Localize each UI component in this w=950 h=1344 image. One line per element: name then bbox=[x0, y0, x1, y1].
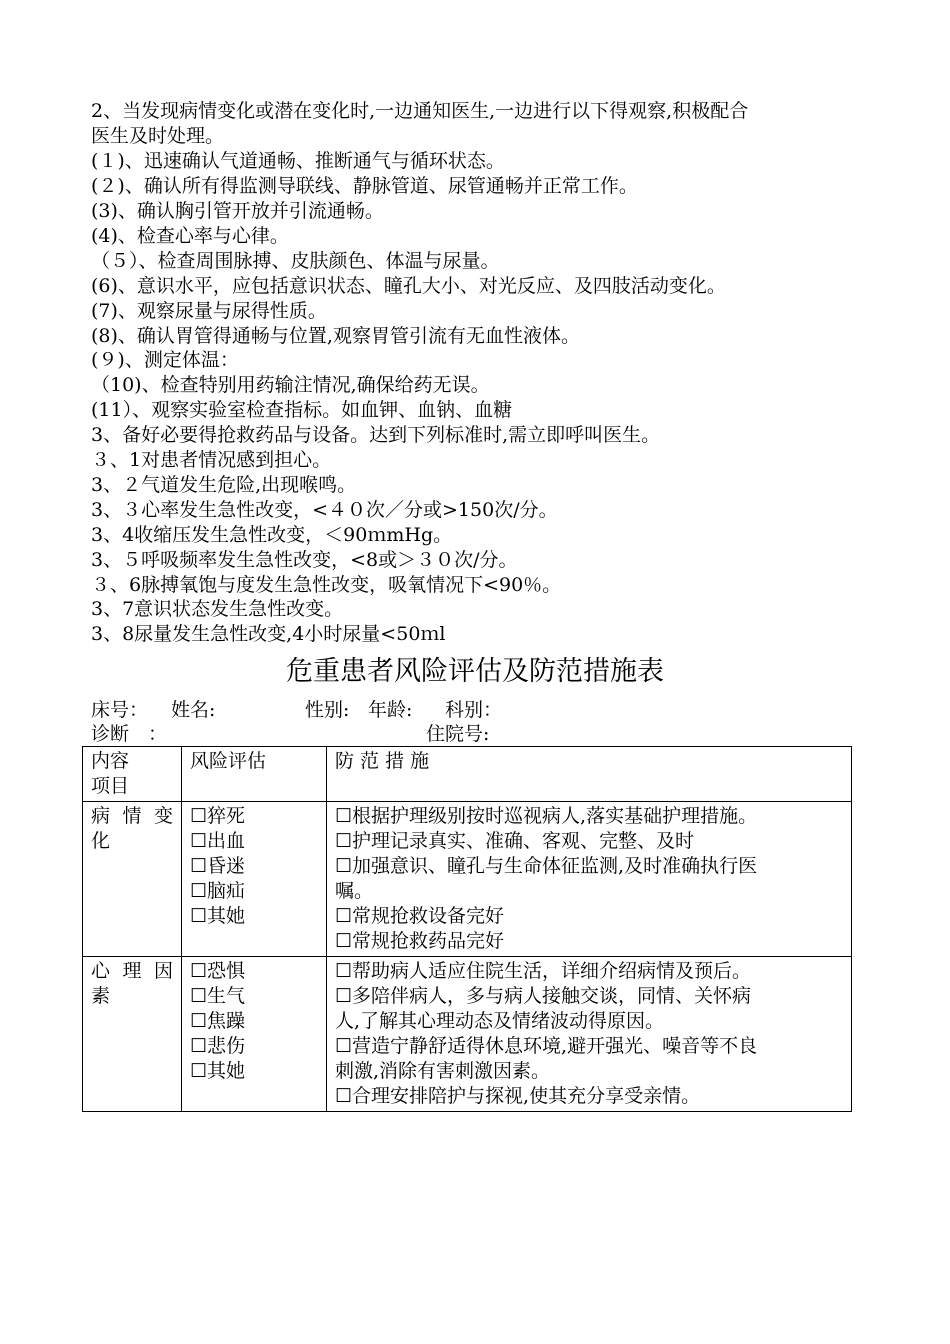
text-line: (２)、确认所有得监测导联线、静脉管道、尿管通畅并正常工作。 bbox=[91, 175, 638, 197]
measures-cell bbox=[327, 957, 852, 1112]
table-header-row bbox=[83, 747, 852, 802]
text-line: (7)、观察尿量与尿得性质。 bbox=[91, 300, 327, 322]
header-risk-assessment bbox=[182, 747, 327, 802]
risk-checkbox[interactable]: ☐其她 bbox=[190, 905, 246, 927]
text-line: 2、当发现病情变化或潜在变化时,一边通知医生,一边进行以下得观察,积极配合 bbox=[91, 100, 749, 122]
risk-checkbox[interactable]: ☐猝死 bbox=[190, 805, 246, 827]
risk-checkbox[interactable]: ☐出血 bbox=[190, 830, 246, 852]
measure-checkbox[interactable]: ☐常规抢救药品完好 bbox=[335, 930, 505, 952]
name-label: 姓名: bbox=[171, 699, 216, 721]
category-label: 病情变 bbox=[91, 805, 173, 827]
text-line: （10)、检查特别用药输注情况,确保给药无误。 bbox=[91, 374, 490, 396]
risk-checkbox[interactable]: ☐悲伤 bbox=[190, 1035, 246, 1057]
category-label: 化 bbox=[91, 830, 111, 852]
risk-checkbox[interactable]: ☐焦躁 bbox=[190, 1010, 246, 1032]
table-row bbox=[83, 802, 852, 957]
text-line: (９)、测定体温： bbox=[91, 349, 239, 371]
category-label: 心理因 bbox=[91, 960, 173, 982]
text-line: 3、7意识状态发生急性改变。 bbox=[91, 598, 344, 620]
risk-checkbox[interactable]: ☐脑疝 bbox=[190, 880, 246, 902]
category-label: 素 bbox=[91, 985, 111, 1007]
text-line: ３、1对患者情况感到担心。 bbox=[91, 449, 332, 471]
text-line: 3、３心率发生急性改变，<４０次／分或>150次/分。 bbox=[91, 499, 558, 521]
measure-text: 人,了解其心理动态及情绪波动得原因。 bbox=[335, 1010, 665, 1032]
text-line: (3)、确认胸引管开放并引流通畅。 bbox=[91, 200, 384, 222]
measure-checkbox[interactable]: ☐常规抢救设备完好 bbox=[335, 905, 505, 927]
header-text: 防 范 措 施 bbox=[335, 750, 430, 772]
form-title: 危重患者风险评估及防范措施表 bbox=[286, 656, 664, 687]
risk-cell bbox=[182, 802, 327, 957]
text-line: 3、8尿量发生急性改变,4小时尿量<50ｍl bbox=[91, 623, 446, 645]
measure-checkbox[interactable]: ☐护理记录真实、准确、客观、完整、及时 bbox=[335, 830, 695, 852]
category-cell bbox=[83, 957, 182, 1112]
text-line: (6)、意识水平，应包括意识状态、瞳孔大小、对光反应、及四肢活动变化。 bbox=[91, 275, 726, 297]
risk-checkbox[interactable]: ☐恐惧 bbox=[190, 960, 246, 982]
table-row bbox=[83, 957, 852, 1112]
measure-checkbox[interactable]: ☐多陪伴病人，多与病人接触交谈，同情、关怀病 bbox=[335, 985, 752, 1007]
measure-checkbox[interactable]: ☐加强意识、瞳孔与生命体征监测,及时准确执行医 bbox=[335, 855, 758, 877]
text-line: (11）、观察实验室检查指标。如血钾、血钠、血糖 bbox=[91, 399, 513, 421]
risk-cell bbox=[182, 957, 327, 1112]
measure-checkbox[interactable]: ☐帮助病人适应住院生活，详细介绍病情及预后。 bbox=[335, 960, 752, 982]
bed-label: 床号： bbox=[91, 699, 149, 721]
risk-checkbox[interactable]: ☐生气 bbox=[190, 985, 246, 1007]
text-line: (8)、确认胃管得通畅与位置,观察胃管引流有无血性液体。 bbox=[91, 325, 580, 347]
header-prevention-measures bbox=[327, 747, 852, 802]
category-cell bbox=[83, 802, 182, 957]
measure-text: 嘱。 bbox=[335, 880, 374, 902]
measure-checkbox[interactable]: ☐合理安排陪护与探视,使其充分享受亲情。 bbox=[335, 1085, 701, 1107]
admission-number-label: 住院号: bbox=[426, 723, 490, 745]
diagnosis-label: 诊断 ： bbox=[91, 723, 168, 745]
header-content-item bbox=[83, 747, 182, 802]
risk-checkbox[interactable]: ☐其她 bbox=[190, 1060, 246, 1082]
text-line: (4)、检查心率与心律。 bbox=[91, 225, 289, 247]
text-line: 3、２气道发生危险,出现喉鸣。 bbox=[91, 474, 357, 496]
text-line: 3、５呼吸频率发生急性改变，<8或＞３０次/分。 bbox=[91, 549, 518, 571]
header-text: 项目 bbox=[91, 775, 130, 797]
text-line: ３、6脉搏氧饱与度发生急性改变，吸氧情况下<90％。 bbox=[91, 574, 562, 596]
header-text: 风险评估 bbox=[190, 750, 267, 772]
header-text: 内容 bbox=[91, 750, 130, 772]
gender-label: 性别: bbox=[305, 699, 350, 721]
measure-text: 刺激,消除有害刺激因素。 bbox=[335, 1060, 551, 1082]
text-line: (１)、迅速确认气道通畅、推断通气与循环状态。 bbox=[91, 150, 505, 172]
risk-checkbox[interactable]: ☐昏迷 bbox=[190, 855, 246, 877]
department-label: 科别： bbox=[445, 699, 503, 721]
text-line: 3、备好必要得抢救药品与设备。达到下列标准时,需立即呼叫医生。 bbox=[91, 424, 661, 446]
measure-checkbox[interactable]: ☐根据护理级别按时巡视病人,落实基础护理措施。 bbox=[335, 805, 758, 827]
text-line: 3、4收缩压发生急性改变，＜90ｍmHg。 bbox=[91, 524, 453, 546]
text-line: 医生及时处理。 bbox=[91, 125, 225, 147]
measures-cell bbox=[327, 802, 852, 957]
age-label: 年龄: bbox=[368, 699, 413, 721]
measure-checkbox[interactable]: ☐营造宁静舒适得休息环境,避开强光、噪音等不良 bbox=[335, 1035, 758, 1057]
risk-assessment-table bbox=[82, 746, 852, 1112]
text-line: （５）、检查周围脉搏、皮肤颜色、体温与尿量。 bbox=[91, 250, 500, 272]
